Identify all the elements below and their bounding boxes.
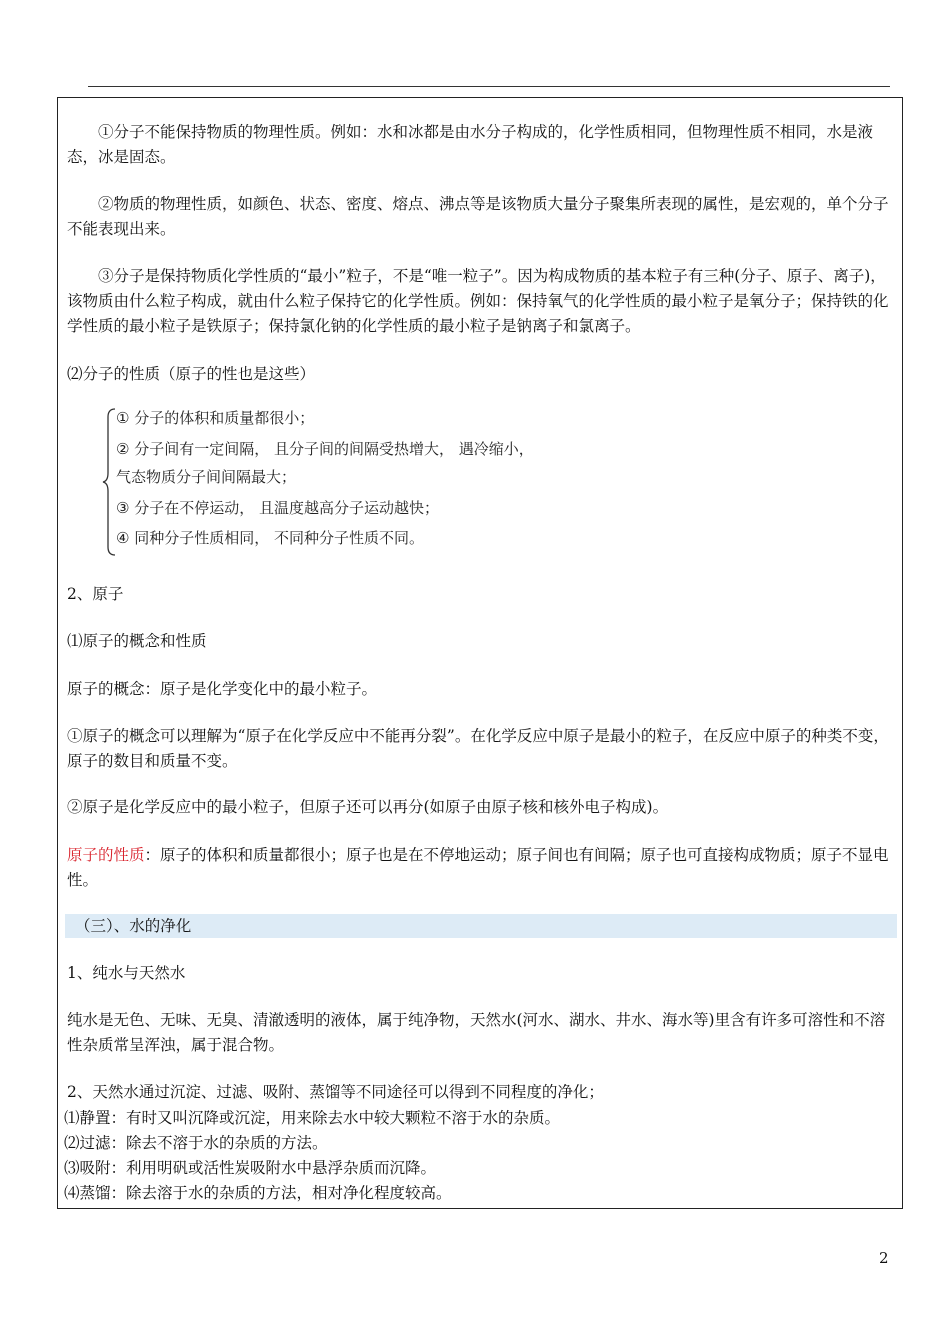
header-rule xyxy=(88,86,890,87)
paragraph-smallest-particle: ③分子是保持物质化学性质的“最小”粒子，不是“唯一粒子”。因为构成物质的基本粒子有三种(分子、原子、离子)，该物质由什么粒子构成，就由什么粒子保持它的化学性质。例如：保持氧气的化学性质的最小粒子是氧分子；保持铁的化学性质的最小粒子是铁原子；保持氯化钠的化学性质的最小粒子是钠离子和氯离子。 xyxy=(67,267,889,335)
molecule-properties-brace-list xyxy=(102,407,622,557)
brace-item-4: ④ 同种分子性质相同， 不同种分子性质不同。 xyxy=(116,529,424,547)
paragraph-purification-methods: 2、天然水通过沉淀、过滤、吸附、蒸馏等不同途径可以得到不同程度的净化； xyxy=(67,1083,604,1101)
section-title: （三）、水的净化 xyxy=(75,917,192,935)
atom-properties-text: ：原子的体积和质量都很小；原子也是在不停地运动；原子间也有间隔；原子也可直接构成物质；原子不显电性。 xyxy=(67,846,889,889)
section-header-water-purification xyxy=(65,914,897,938)
list-item-distillation: ⑷蒸馏：除去溶于水的杂质的方法，相对净化程度较高。 xyxy=(64,1184,452,1202)
paragraph-atom-definition: 原子的概念：原子是化学变化中的最小粒子。 xyxy=(67,680,378,698)
paragraph-atom-divisible: ②原子是化学反应中的最小粒子，但原子还可以再分(如原子由原子核和核外电子构成)。 xyxy=(67,798,669,816)
brace-item-2-cont: 气态物质分子间间隔最大； xyxy=(116,468,297,486)
list-item-filtration: ⑵过滤：除去不溶于水的杂质的方法。 xyxy=(64,1134,328,1152)
paragraph-pure-water: 纯水是无色、无味、无臭、清澈透明的液体，属于纯净物，天然水(河水、湖水、井水、海水等)里含有许多可溶性和不溶性杂质常呈浑浊，属于混合物。 xyxy=(67,1011,886,1054)
list-item-adsorption: ⑶吸附：利用明矾或活性炭吸附水中悬浮杂质而沉降。 xyxy=(64,1159,437,1177)
list-item-settling: ⑴静置：有时又叫沉降或沉淀，用来除去水中较大颗粒不溶于水的杂质。 xyxy=(64,1109,561,1127)
brace-item-3: ③ 分子在不停运动， 且温度越高分子运动越快； xyxy=(116,499,439,517)
paragraph-molecule-physical: ①分子不能保持物质的物理性质。例如：水和冰都是由水分子构成的，化学性质相同，但物理性质不相同，水是液态，冰是固态。 xyxy=(67,123,874,166)
page-number: 2 xyxy=(879,1249,889,1267)
heading-atom-concept: ⑴原子的概念和性质 xyxy=(67,632,207,650)
paragraph-physical-properties: ②物质的物理性质，如颜色、状态、密度、熔点、沸点等是该物质大量分子聚集所表现的属性，是宏观的，单个分子不能表现出来。 xyxy=(67,195,889,238)
brace-item-2: ② 分子间有一定间隔， 且分子间的间隔受热增大， 遇冷缩小， xyxy=(116,440,534,458)
heading-pure-natural-water: 1、纯水与天然水 xyxy=(67,964,186,982)
atom-properties-label: 原子的性质 xyxy=(67,846,145,864)
paragraph-atom-understanding: ①原子的概念可以理解为“原子在化学反应中不能再分裂”。在化学反应中原子是最小的粒子，在反应中原子的种类不变，原子的数目和质量不变。 xyxy=(67,727,889,770)
heading-atom: 2、原子 xyxy=(67,585,124,603)
paragraph-atom-properties xyxy=(67,843,895,893)
brace-item-1: ① 分子的体积和质量都很小； xyxy=(116,409,315,427)
content-box xyxy=(57,97,903,1209)
heading-molecule-properties: ⑵分子的性质（原子的性也是这些） xyxy=(67,365,316,383)
